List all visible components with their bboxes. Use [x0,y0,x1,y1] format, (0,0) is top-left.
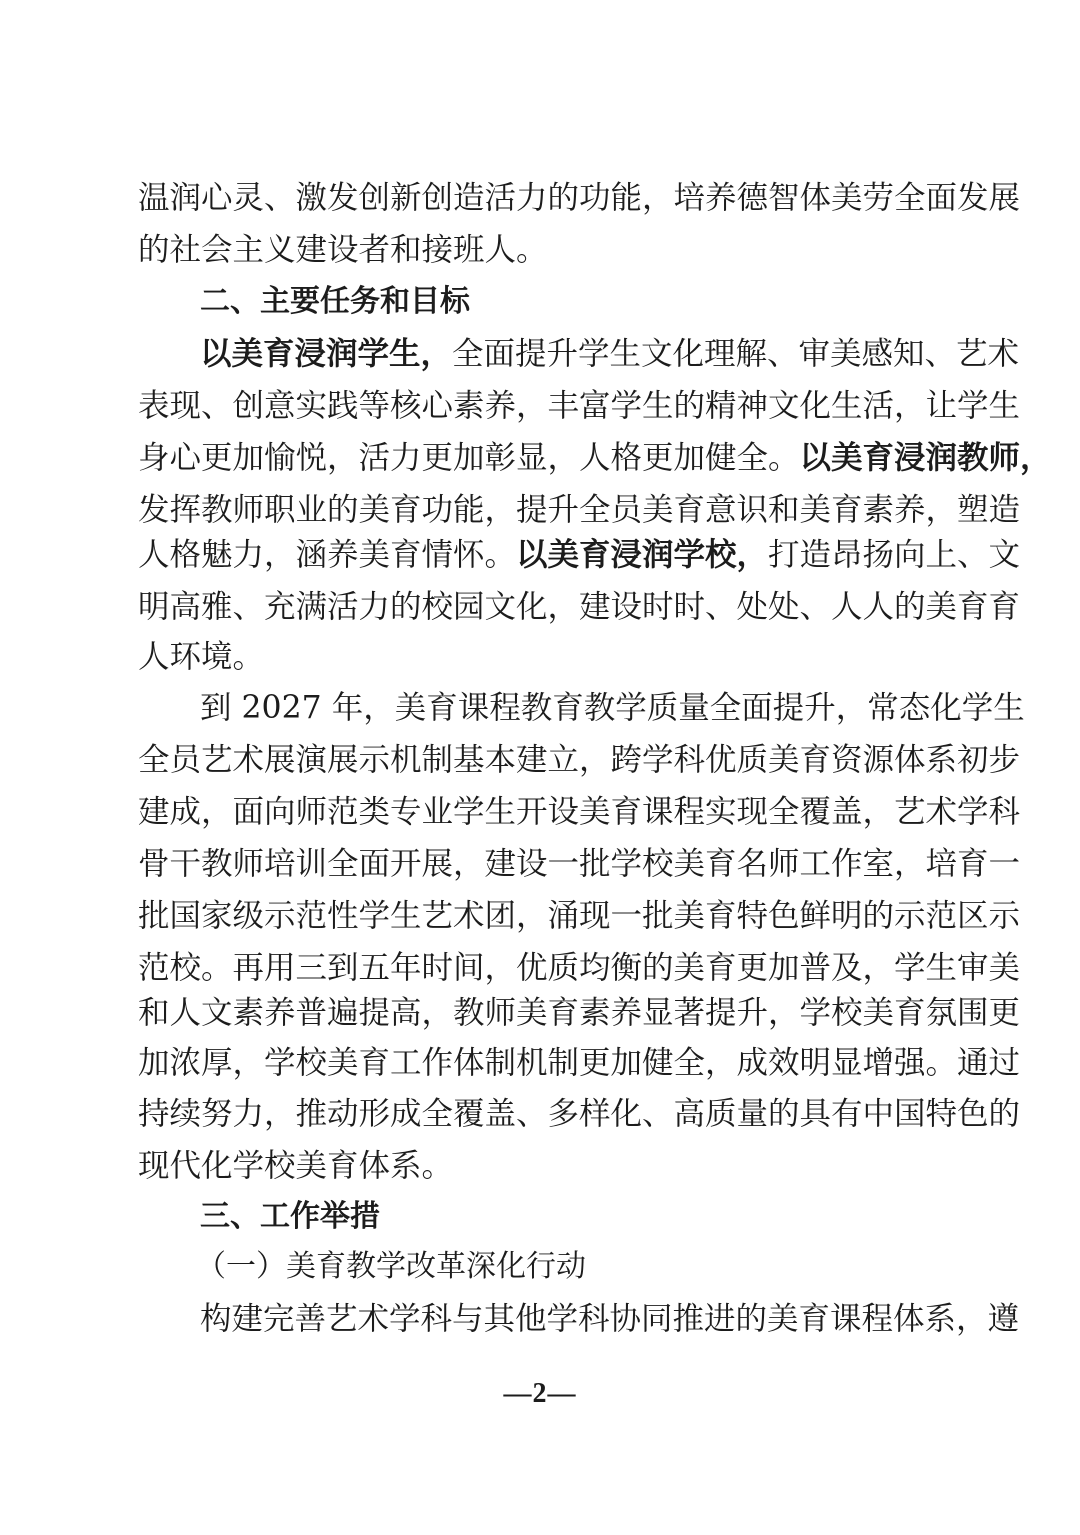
text-run: 持续努力，推动形成全覆盖、多样化、高质量的具有中国特色的 [138,1096,1021,1132]
body-line [138,528,1021,582]
body-line [138,1036,1021,1090]
body-line [138,889,1021,943]
text-run: 身心更加愉悦，活力更加彰显，人格更加健全。 [138,440,800,476]
body-line [138,379,1021,433]
body-line [138,733,1021,787]
body-line [138,986,1021,1040]
heading-text: 三、工作举措 [200,1199,380,1234]
text-run: 现代化学校美育体系。 [138,1148,454,1184]
page-number: —2— [503,1378,577,1409]
bold-text-run: 以美育浸润学生， [200,336,453,372]
body-line [138,1087,1021,1141]
body-line [138,785,1021,839]
text-run: 构建完善艺术学科与其他学科协同推进的美育课程体系，遵 [200,1301,1020,1337]
body-line [200,327,1020,381]
body-line [138,1139,942,1193]
text-run: 人格魅力，涵养美育情怀。 [138,537,517,573]
body-line [138,837,1021,891]
body-line [138,431,1052,485]
text-run: 全面提升学生文化理解、审美感知、艺术 [452,336,1020,372]
text-run: 批国家级示范性学生艺术团，涌现一批美育特色鲜明的示范区示 [138,898,1021,934]
body-line [138,223,942,277]
body-line [200,681,1025,735]
text-run: 发挥教师职业的美育功能，提升全员美育意识和美育素养，塑造 [138,492,1021,528]
body-line [138,171,1021,225]
text-run: 温润心灵、激发创新创造活力的功能，培养德智体美劳全面发展 [138,180,1021,216]
text-run: 建成，面向师范类专业学生开设美育课程实现全覆盖，艺术学科 [138,794,1021,830]
section-heading [200,1190,942,1244]
section-heading [200,275,942,329]
heading-text: （一）美育教学改革深化行动 [196,1249,586,1284]
heading-text: 二、主要任务和目标 [200,284,470,319]
text-run: 到 2027 年，美育课程教育教学质量全面提升，常态化学生 [200,690,1025,726]
body-line [138,580,1021,634]
text-run: 骨干教师培训全面开展，建设一批学校美育名师工作室，培育一 [138,846,1021,882]
bold-text-run: 以美育浸润教师， [799,440,1052,476]
text-run: 和人文素养普遍提高，教师美育素养显著提升，学校美育氛围更 [138,995,1021,1031]
text-run: 的社会主义建设者和接班人。 [138,232,548,268]
body-line [138,630,942,684]
text-run: 全员艺术展演展示机制基本建立，跨学科优质美育资源体系初步 [138,742,1021,778]
text-run: 人环境。 [138,639,265,675]
text-run: 表现、创意实践等核心素养，丰富学生的精神文化生活，让学生 [138,388,1021,424]
text-run: 加浓厚，学校美育工作体制机制更加健全，成效明显增强。通过 [138,1045,1021,1081]
subsection-heading [196,1240,942,1294]
bold-text-run: 以美育浸润学校， [516,537,769,573]
text-run: 明高雅、充满活力的校园文化，建设时时、处处、人人的美育育 [138,589,1021,625]
text-run: 打造昂扬向上、文 [768,537,1021,573]
text-run: 范校。再用三到五年时间，优质均衡的美育更加普及，学生审美 [138,950,1021,986]
body-line [200,1292,1020,1346]
